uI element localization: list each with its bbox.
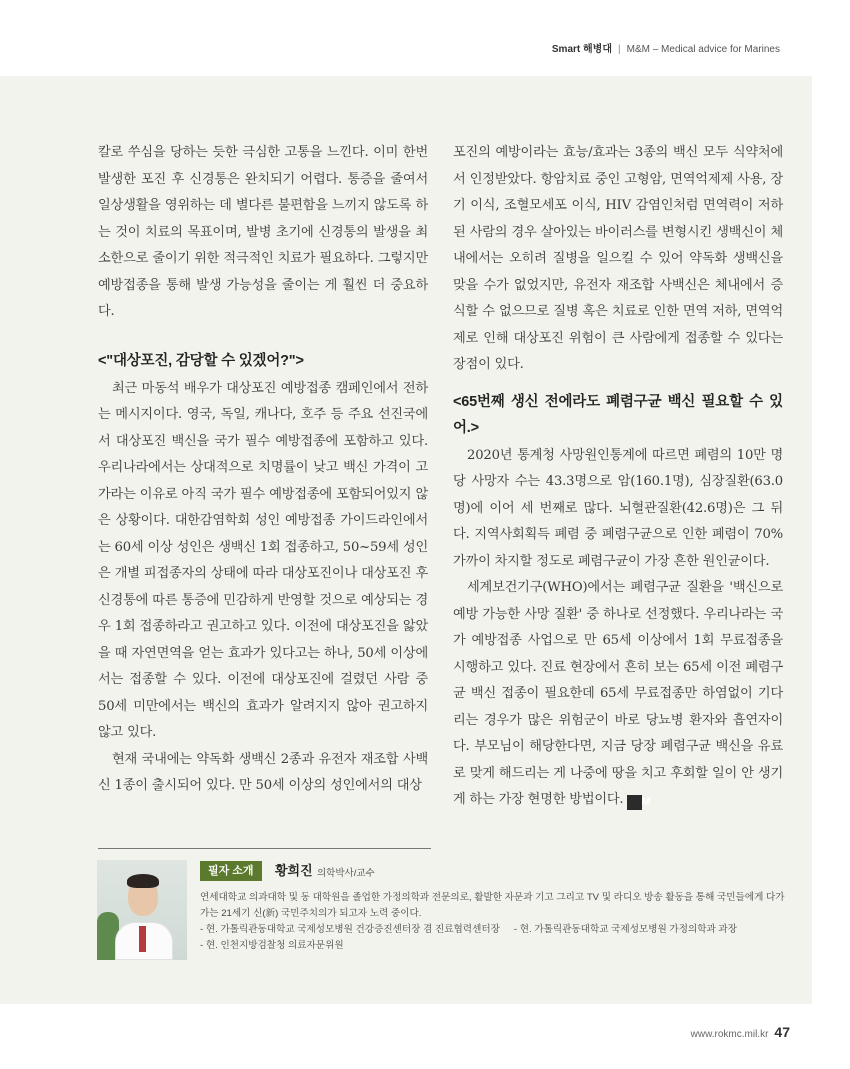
page-footer [691,1024,790,1042]
tie-shape [139,926,146,952]
author-role-2: - 현. 가톨릭관동대학교 국제성모병원 가정의학과 과장 [513,924,737,935]
author-badge: 필자 소개 [200,861,262,881]
right-paragraph-3 [453,575,783,814]
page-number: 47 [774,1024,790,1040]
header-subtitle: M&M – Medical advice for Marines [626,44,780,55]
header-brand: Smart 해병대 [551,44,612,55]
running-header [552,40,780,55]
right-paragraph-1: 포진의 예방이라는 효능/효과는 3종의 백신 모두 식약처에서 인정받았다. 항암치료 중인 고형암, 면역억제제 사용, 장기 이식, 조혈모세포 이식, HIV 감염인처럼 면역력이 저하된 사람의 경우 살아있는 바이러스를 변형시킨 생백신이 체내에서는 오히려 질병을 일으킬 수 있어 약독화 생백신을 맞을 수가 없었지만, 유전자 재조합 사백신은 체내에서 증식할 수 없으므로 질병 혹은 치료로 인한 면역 저하, 면역억제로 인해 대상포진 위험이 큰 사람에게 접종할 수 있다는 장점이 있다. [453,145,783,372]
author-title: 의학박사/교수 [317,868,375,879]
left-paragraph-1: 칼로 쑤심을 당하는 듯한 극심한 고통을 느낀다. 이미 한번 발생한 포진 후 신경통은 완치되기 어렵다. 통증을 줄여서 일상생활을 영위하는 데 별다른 불편함을 느끼지 않도록 하는 것이 치료의 목표이며, 발병 초기에 신경통의 발생을 최소한으로 줄이기 위한 적극적인 치료가 필요하다. 그렇지만 예방접종을 통해 발생 가능성을 줄이는 게 훨씬 더 중요하다. [98,145,428,319]
author-name: 황희진 [275,863,313,878]
section-heading-pneumococcal: <65번째 생신 전에라도 폐렴구균 백신 필요할 수 있어.> [453,393,783,436]
left-paragraph-2: 최근 마동석 배우가 대상포진 예방접종 캠페인에서 전하는 메시지이다. 영국, 독일, 캐나다, 호주 등 주요 선진국에서 대상포진 백신을 국가 필수 예방접종에 포함하고 있다. 우리나라에서는 상대적으로 치명률이 낮고 백신 가격이 고가라는 이유로 아직 국가 필수 예방접종에 포함되어있지 않은 상황이다. 대한감염학회 성인 예방접종 가이드라인에서는 60세 이상 성인은 생백신 1회 접종하고, 50~59세 성인은 개별 피접종자의 상태에 따라 대상포진이나 대상포진 후 신경통에 따른 통증에 민감하게 반영할 것으로 예상되는 경우 1회 접종하라고 권고하고 있다. 이전에 대상포진을 앓았을 때 자연면역을 얻는 효과가 있다고는 하나, 50세 이상에서는 접종할 수 있다. 이전에 대상포진에 걸렸던 사람 중 50세 미만에서는 백신의 효과가 알려지지 않아 권고하지 않고 있다. [98,380,428,740]
author-bio-text: 연세대학교 의과대학 및 동 대학원을 졸업한 가정의학과 전문의로, 활발한 자문과 기고 그리고 TV 및 라디오 방송 활동을 통해 국민들에게 다가가는 21세기 신(新) 국민주치의가 되고자 노력 중이다. [200,892,785,919]
left-column [98,140,428,800]
author-bio [200,890,790,954]
author-role-3: - 현. 인천지방검찰청 의료자문위원 [200,940,344,951]
header-separator: | [618,44,621,55]
author-role-1: - 현. 가톨릭관동대학교 국제성모병원 건강증진센터장 겸 진료협력센터장 [200,924,500,935]
left-paragraph-3: 현재 국내에는 약독화 생백신 2종과 유전자 재조합 사백신 1종이 출시되어 있다. 만 50세 이상의 성인에서의 대상 [98,751,428,793]
end-mark-icon: M [627,795,642,810]
hair-shape [127,874,159,888]
right-paragraph-3-text: 세계보건기구(WHO)에서는 폐렴구균 질환을 '백신으로 예방 가능한 사망 질환' 중 하나로 선정했다. 우리나라는 국가 예방접종 사업으로 만 65세 이상에서 1회 무료접종을 시행하고 있다. 진료 현장에서 흔히 보는 65세 이전 폐렴구균 백신 접종이 필요한데 65세 무료접종만 하염없이 기다리는 경우가 많은 위험군이 바로 당뇨병 환자와 흡연자이다. 부모님이 해당한다면, 지금 당장 폐렴구균 백신을 유료로 맞게 해드리는 게 나중에 땅을 치고 후회할 일이 안 생기게 하는 가장 현명한 방법이다. [453,580,783,807]
author-divider [98,848,431,849]
author-roles-line [200,922,790,938]
footer-url: www.rokmc.mil.kr [690,1029,769,1040]
right-column [453,140,783,814]
section-heading-shingles: <"대상포진, 감당할 수 있겠어?"> [98,352,304,369]
right-paragraph-2: 2020년 통계청 사망원인통계에 따르면 폐렴의 10만 명당 사망자 수는 43.3명으로 암(160.1명), 심장질환(63.0명)에 이어 세 번째로 많다. 뇌혈관질환(42.6명)은 그 뒤다. 지역사회획득 폐렴 중 폐렴구균으로 인한 폐렴이 70% 가까이 차지할 정도로 폐렴구균이 가장 흔한 원인균이다. [453,447,783,569]
author-photo [97,860,187,960]
